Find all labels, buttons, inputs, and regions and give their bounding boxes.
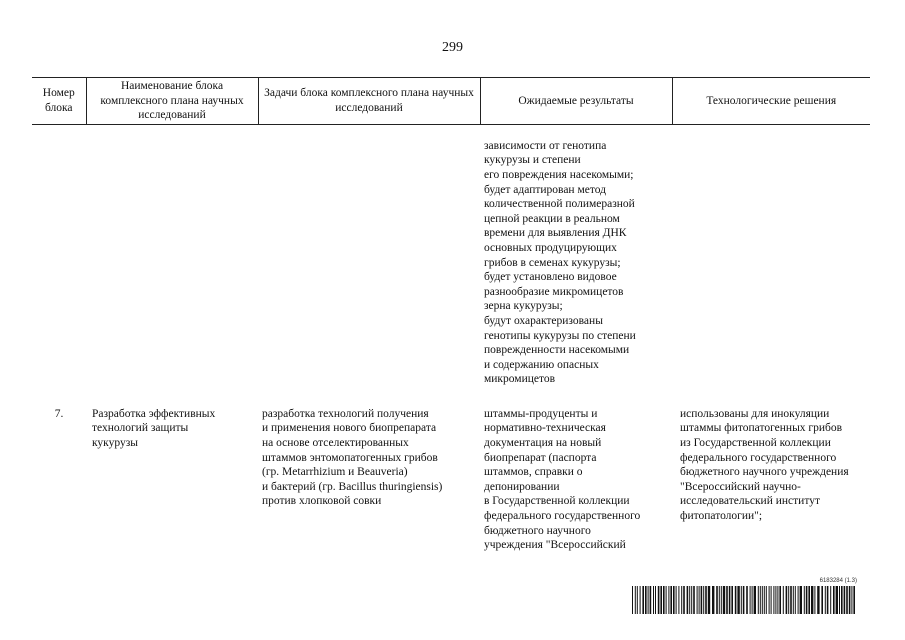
table-row-continuation xyxy=(32,124,870,387)
research-plan-table xyxy=(32,77,870,553)
cell-expected-results xyxy=(480,124,672,387)
text-line: и применения нового биопрепарата xyxy=(262,422,437,435)
text-line: зерна кукурузы; xyxy=(484,300,563,313)
text-line: федерального государственного xyxy=(680,451,837,464)
text-line: бюджетного научного учреждения xyxy=(680,466,849,479)
barcode-icon xyxy=(632,586,857,614)
text-line: федерального государственного xyxy=(484,510,641,523)
table-row-7 xyxy=(32,387,870,553)
header-block-tasks: Задачи блока комплексного плана научных исследований xyxy=(258,78,480,125)
text-line: штаммов энтомопатогенных грибов xyxy=(262,451,438,464)
text-line: поврежденности насекомыми xyxy=(484,344,630,357)
text-line: "Всероссийский научно- xyxy=(680,480,801,493)
text-line: цепной реакции в реальном xyxy=(484,212,620,225)
cell-block-name xyxy=(86,124,258,387)
text-line: штаммы фитопатогенных грибов xyxy=(680,422,843,435)
text-line: зависимости от генотипа xyxy=(484,139,607,152)
cell-tasks xyxy=(258,387,480,553)
text-line: бюджетного научного xyxy=(484,524,591,537)
text-line: его повреждения насекомыми; xyxy=(484,168,634,181)
text-line: генотипы кукурузы по степени xyxy=(484,329,636,342)
text-line: штаммов, справки о xyxy=(484,466,583,479)
text-line: биопрепарат (паспорта xyxy=(484,451,597,464)
cell-expected-results xyxy=(480,387,672,553)
text-line: штаммы-продуценты и xyxy=(484,407,598,420)
text-line: на основе отселектированных xyxy=(262,437,409,450)
table-header-row xyxy=(32,78,870,125)
text-line: нормативно-техническая xyxy=(484,422,606,435)
text-line: из Государственной коллекции xyxy=(680,437,831,450)
text-line: времени для выявления ДНК xyxy=(484,227,627,240)
text-line: основных продуцирующих xyxy=(484,241,617,254)
text-line: грибов в семенах кукурузы; xyxy=(484,256,621,269)
text-line: количественной полимеразной xyxy=(484,198,635,211)
text-line: и бактерий (гр. Bacillus thuringiensis) xyxy=(262,480,443,493)
row-number: 7. xyxy=(54,407,64,420)
cell-number xyxy=(32,124,86,387)
header-expected-results: Ожидаемые результаты xyxy=(480,78,672,125)
cell-tech-solutions xyxy=(672,124,870,387)
text-line: разработка технологий получения xyxy=(262,407,429,420)
cell-tech-solutions xyxy=(672,387,870,553)
text-line: будут охарактеризованы xyxy=(484,314,603,327)
cell-number xyxy=(32,387,86,553)
text-line: исследовательский институт xyxy=(680,495,820,508)
header-tech-solutions: Технологические решения xyxy=(672,78,870,125)
cell-tasks xyxy=(258,124,480,387)
text-line: микромицетов xyxy=(484,373,556,386)
text-line: использованы для инокуляции xyxy=(680,407,830,420)
text-line: Разработка эффективных xyxy=(92,407,216,420)
text-line: против хлопковой совки xyxy=(262,495,382,508)
text-line: технологий защиты xyxy=(92,422,189,435)
text-line: фитопатологии"; xyxy=(680,510,763,523)
text-line: кукурузы и степени xyxy=(484,154,581,167)
page-number: 299 xyxy=(442,40,463,55)
text-line: (гр. Metarrhizium и Beauveria) xyxy=(262,466,408,479)
header-block-name: Наименование блока комплексного плана научных исследований xyxy=(86,78,258,125)
text-line: будет адаптирован метод xyxy=(484,183,606,196)
text-line: учреждения "Всероссийский xyxy=(484,539,626,552)
cell-block-name xyxy=(86,387,258,553)
text-line: будет установлено видовое xyxy=(484,271,617,284)
text-line: разнообразие микромицетов xyxy=(484,285,624,298)
text-line: и содержанию опасных xyxy=(484,358,599,371)
text-line: депонировании xyxy=(484,480,560,493)
text-line: в Государственной коллекции xyxy=(484,495,630,508)
document-barcode xyxy=(632,578,857,614)
text-line: кукурузы xyxy=(92,437,138,450)
header-block-number: Номер блока xyxy=(32,78,86,125)
barcode-caption: 6183284 (1.3) xyxy=(819,578,857,584)
text-line: документация на новый xyxy=(484,437,602,450)
